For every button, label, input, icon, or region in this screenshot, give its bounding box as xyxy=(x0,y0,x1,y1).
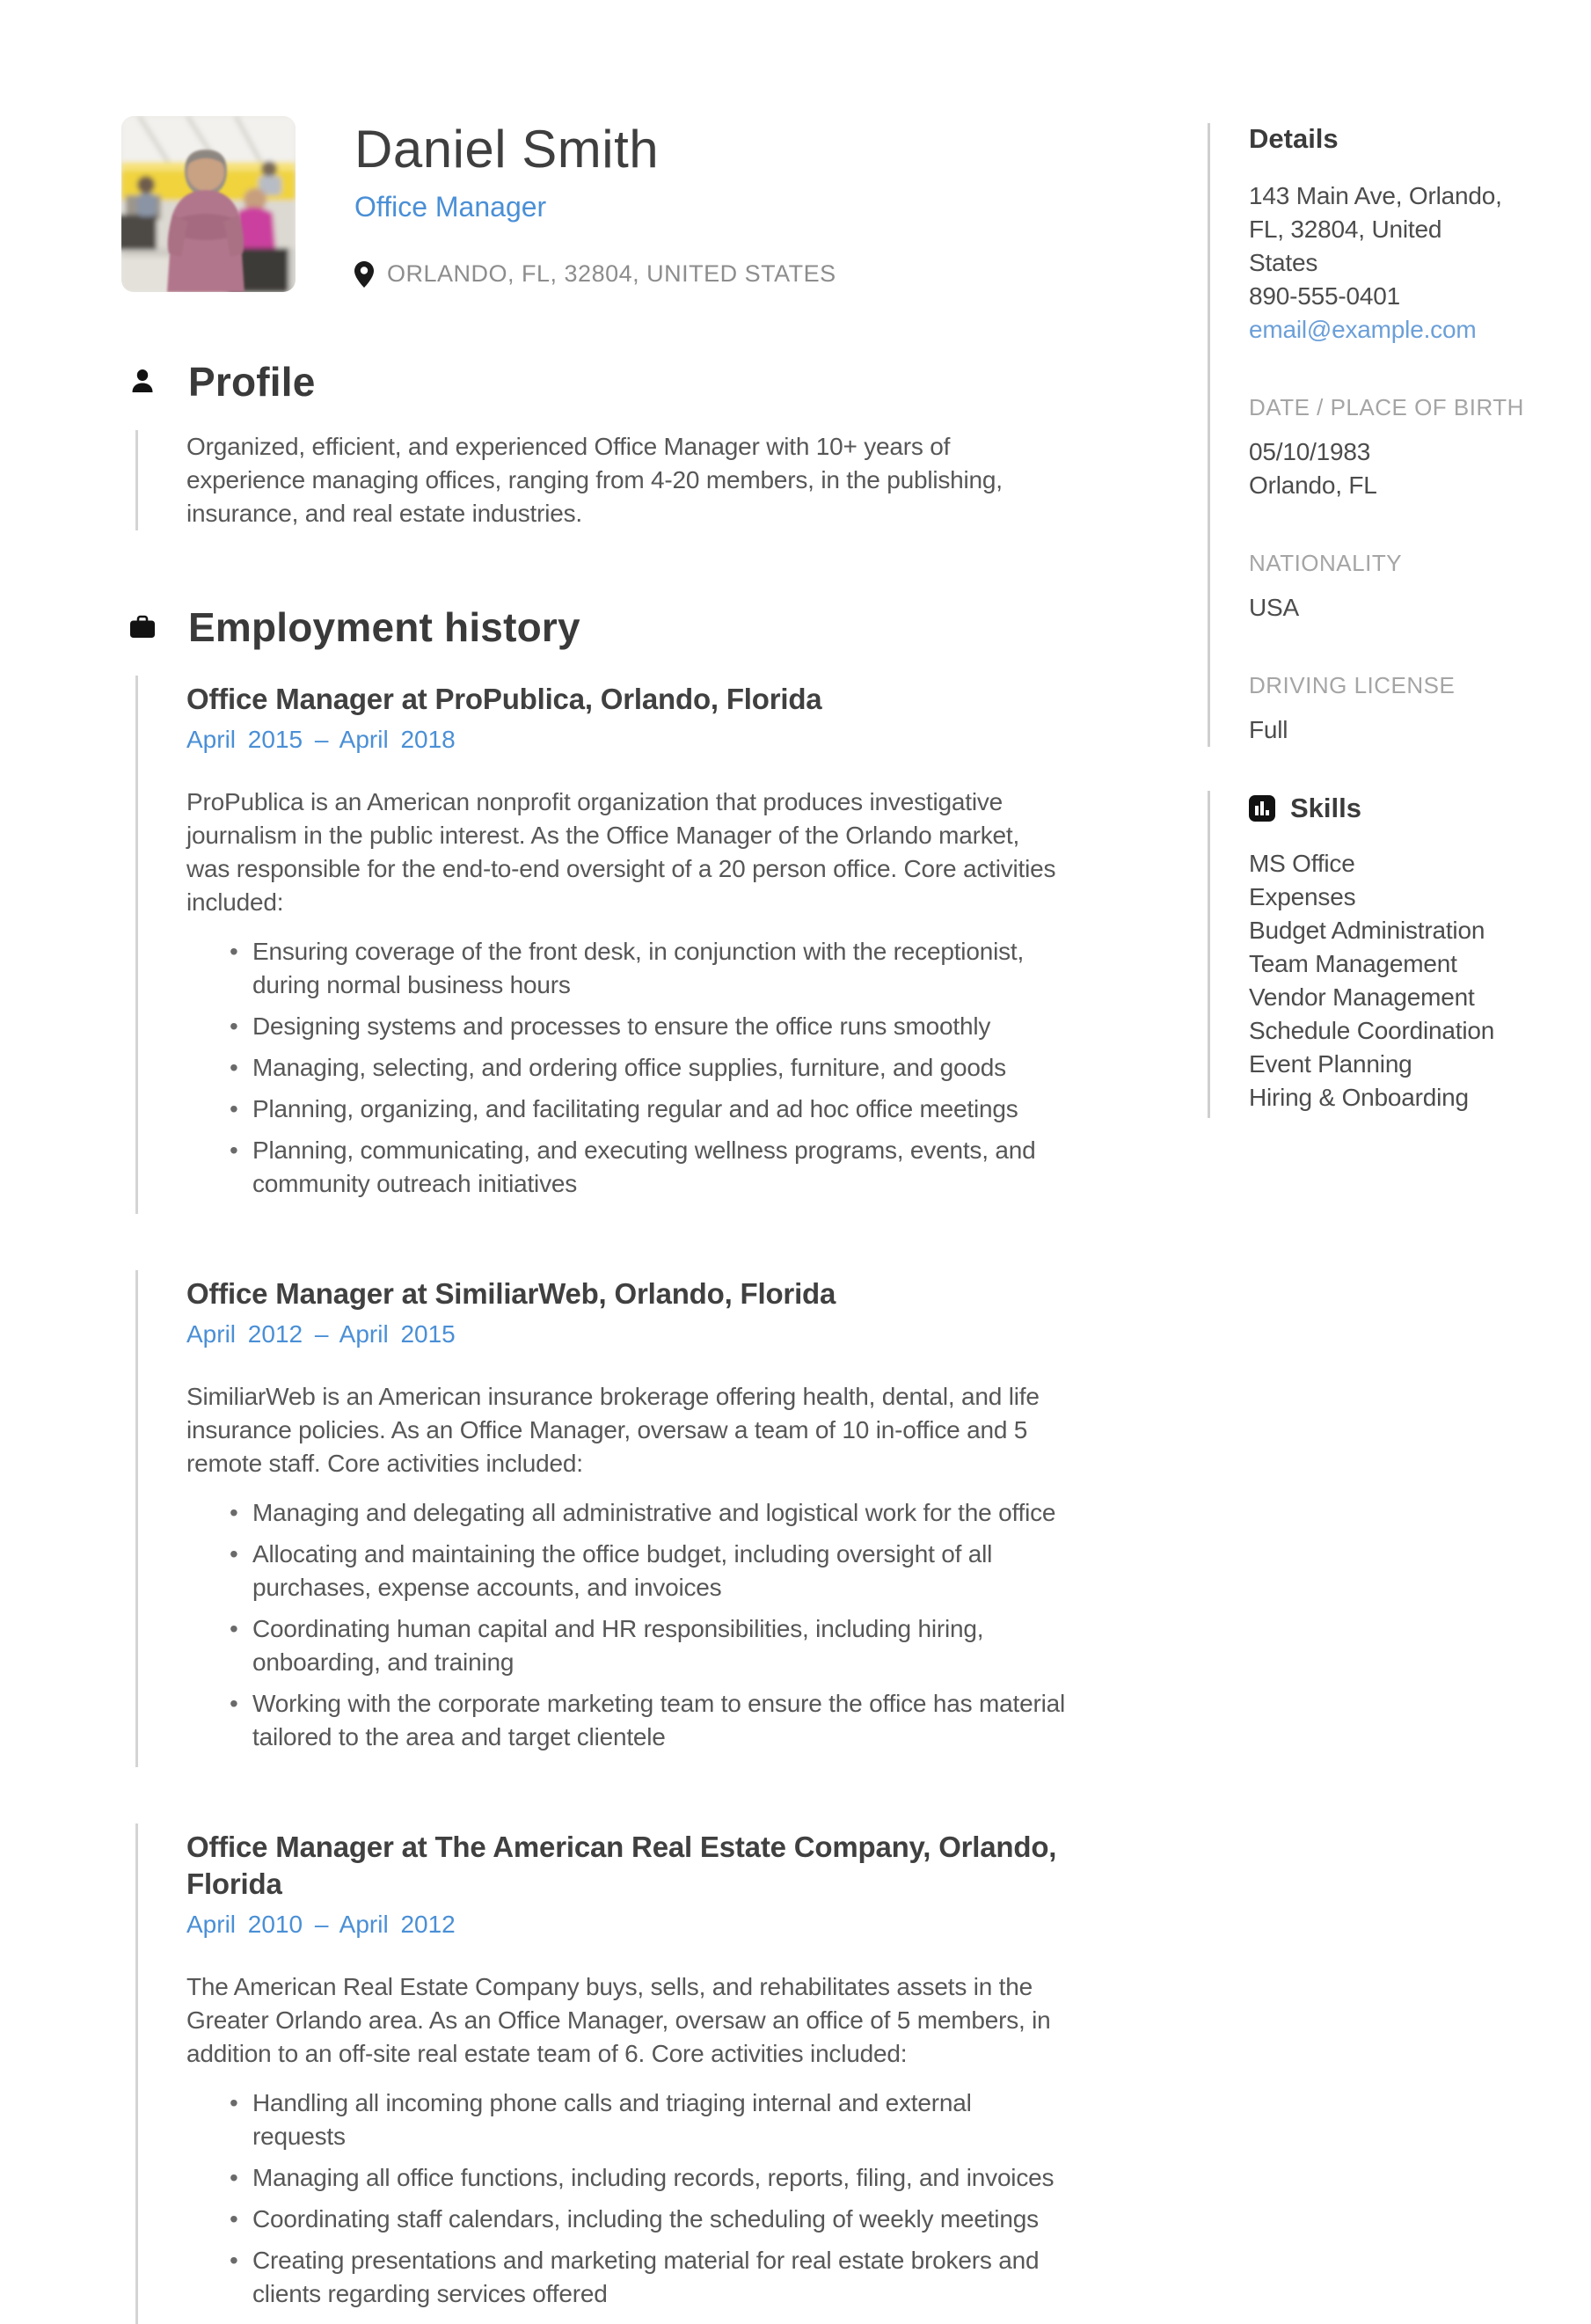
detail-values xyxy=(1249,713,1551,747)
job-title: Office Manager at The American Real Estate Company, Orlando, Florida xyxy=(186,1831,1057,1900)
job-title: Office Manager at SimiliarWeb, Orlando, Florida xyxy=(186,1277,836,1311)
job-bullet-list xyxy=(186,935,1067,1201)
address-line: 143 Main Ave, Orlando, xyxy=(1249,182,1502,209)
job-entry xyxy=(135,676,1067,1214)
detail-label: DRIVING LICENSE xyxy=(1249,672,1456,698)
detail-label: NATIONALITY xyxy=(1249,550,1403,576)
job-bullet: • Managing, selecting, and ordering office supplies, furniture, and goods xyxy=(186,1051,1067,1085)
skills-panel xyxy=(1208,791,1551,1118)
job-summary: SimiliarWeb is an American insurance brokerage offering health, dental, and life insurance policies. As an Office Manager, oversaw a team of 10 in-office and 5 remote staff. Core activities included: xyxy=(186,1383,1040,1478)
profile-entry xyxy=(135,430,1067,530)
job-bullet-list xyxy=(186,2086,1067,2311)
detail-values xyxy=(1249,435,1551,502)
email-link[interactable]: email@example.com xyxy=(1249,316,1477,343)
location-pin-icon xyxy=(354,261,374,288)
skills-heading: Skills xyxy=(1290,793,1361,823)
job-bullet: • Managing all office functions, including records, reports, filing, and invoices xyxy=(186,2161,1067,2195)
location-text: ORLANDO, FL, 32804, UNITED STATES xyxy=(387,260,836,287)
job-bullet: • Ensuring coverage of the front desk, in conjunction with the receptionist, during normal business hours xyxy=(186,935,1067,1002)
detail-value: 05/10/1983 xyxy=(1249,438,1371,465)
job-bullet: • Working with the corporate marketing team to ensure the office has material tailored to the area and target clientele xyxy=(186,1687,1067,1754)
resume-header xyxy=(121,116,1067,292)
detail-value: USA xyxy=(1249,594,1299,621)
skill-item: Vendor Management xyxy=(1249,983,1475,1011)
job-dates: April 2015 – April 2018 xyxy=(186,726,456,754)
skills-heading-row xyxy=(1249,793,1551,824)
profile-section-heading xyxy=(129,359,1067,406)
job-summary: The American Real Estate Company buys, sells, and rehabilitates assets in the Greater Orlando area. As an Office Manager, oversaw an office of 5 members, in addition to an off-site real estate team of 6. Core activities included: xyxy=(186,1972,1051,2067)
detail-value: Full xyxy=(1249,716,1288,743)
profile-section xyxy=(121,359,1067,530)
skill-item: Hiring & Onboarding xyxy=(1249,1084,1469,1111)
job-summary: ProPublica is an American nonprofit organization that produces investigative journalism in the public interest. As the Office Manager of the Orlando market, was responsible for the end-to-end oversight of a 20 person office. Core activities included: xyxy=(186,788,1056,917)
sidebar xyxy=(1208,123,1551,1118)
main-column xyxy=(121,0,1067,2324)
job-dates: April 2010 – April 2012 xyxy=(186,1910,456,1938)
job-bullet: • Planning, organizing, and facilitating regular and ad hoc office meetings xyxy=(186,1093,1067,1126)
job-title: Office Manager at ProPublica, Orlando, Florida xyxy=(186,682,822,715)
briefcase-icon xyxy=(129,614,156,640)
profile-body: Organized, efficient, and experienced Office Manager with 10+ years of experience managing offices, ranging from 4-20 members, in the publishing, insurance, and real estate industries. xyxy=(186,432,1003,527)
skill-item: Expenses xyxy=(1249,883,1356,910)
employment-section xyxy=(121,604,1067,2324)
section-title: Profile xyxy=(188,359,316,405)
location-row xyxy=(354,260,836,288)
detail-values xyxy=(1249,591,1551,625)
detail-label: DATE / PLACE OF BIRTH xyxy=(1249,394,1524,420)
job-bullet: • Handling all incoming phone calls and triaging internal and external requests xyxy=(186,2086,1067,2153)
job-entry xyxy=(135,1270,1067,1767)
employment-section-heading xyxy=(129,604,1067,651)
address-block xyxy=(1249,179,1551,347)
job-bullet: • Coordinating staff calendars, including the scheduling of weekly meetings xyxy=(186,2203,1067,2236)
skill-item: Team Management xyxy=(1249,950,1457,977)
section-title: Employment history xyxy=(188,603,580,650)
skill-list xyxy=(1249,847,1551,1114)
job-bullet: • Allocating and maintaining the office budget, including oversight of all purchases, expense accounts, and invoices xyxy=(186,1538,1067,1604)
detail-value: Orlando, FL xyxy=(1249,471,1377,499)
job-entry xyxy=(135,1823,1067,2324)
job-bullet: • Managing and delegating all administrative and logistical work for the office xyxy=(186,1496,1067,1530)
header-text xyxy=(354,116,836,292)
profile-photo xyxy=(121,116,296,292)
skill-item: Event Planning xyxy=(1249,1050,1412,1078)
skill-item: MS Office xyxy=(1249,850,1355,877)
job-bullet: • Creating presentations and marketing material for real estate brokers and clients regarding services offered xyxy=(186,2244,1067,2311)
candidate-job-title: Office Manager xyxy=(354,191,547,223)
details-heading: Details xyxy=(1249,123,1339,154)
skill-item: Schedule Coordination xyxy=(1249,1017,1495,1044)
job-bullet-list xyxy=(186,1496,1067,1754)
job-dates: April 2012 – April 2015 xyxy=(186,1320,456,1348)
profile-photo-image xyxy=(121,116,296,292)
address-line: States xyxy=(1249,249,1318,276)
details-panel xyxy=(1208,123,1551,747)
person-icon xyxy=(129,369,156,395)
address-line: FL, 32804, United xyxy=(1249,216,1442,243)
phone-number: 890-555-0401 xyxy=(1249,282,1400,310)
job-bullet: • Designing systems and processes to ensure the office runs smoothly xyxy=(186,1010,1067,1043)
skill-item: Budget Administration xyxy=(1249,917,1485,944)
job-bullet: • Coordinating human capital and HR responsibilities, including hiring, onboarding, and training xyxy=(186,1612,1067,1679)
candidate-name: Daniel Smith xyxy=(354,120,660,179)
job-bullet: • Planning, communicating, and executing wellness programs, events, and community outreach initiatives xyxy=(186,1134,1067,1201)
bar-chart-icon xyxy=(1249,795,1275,822)
